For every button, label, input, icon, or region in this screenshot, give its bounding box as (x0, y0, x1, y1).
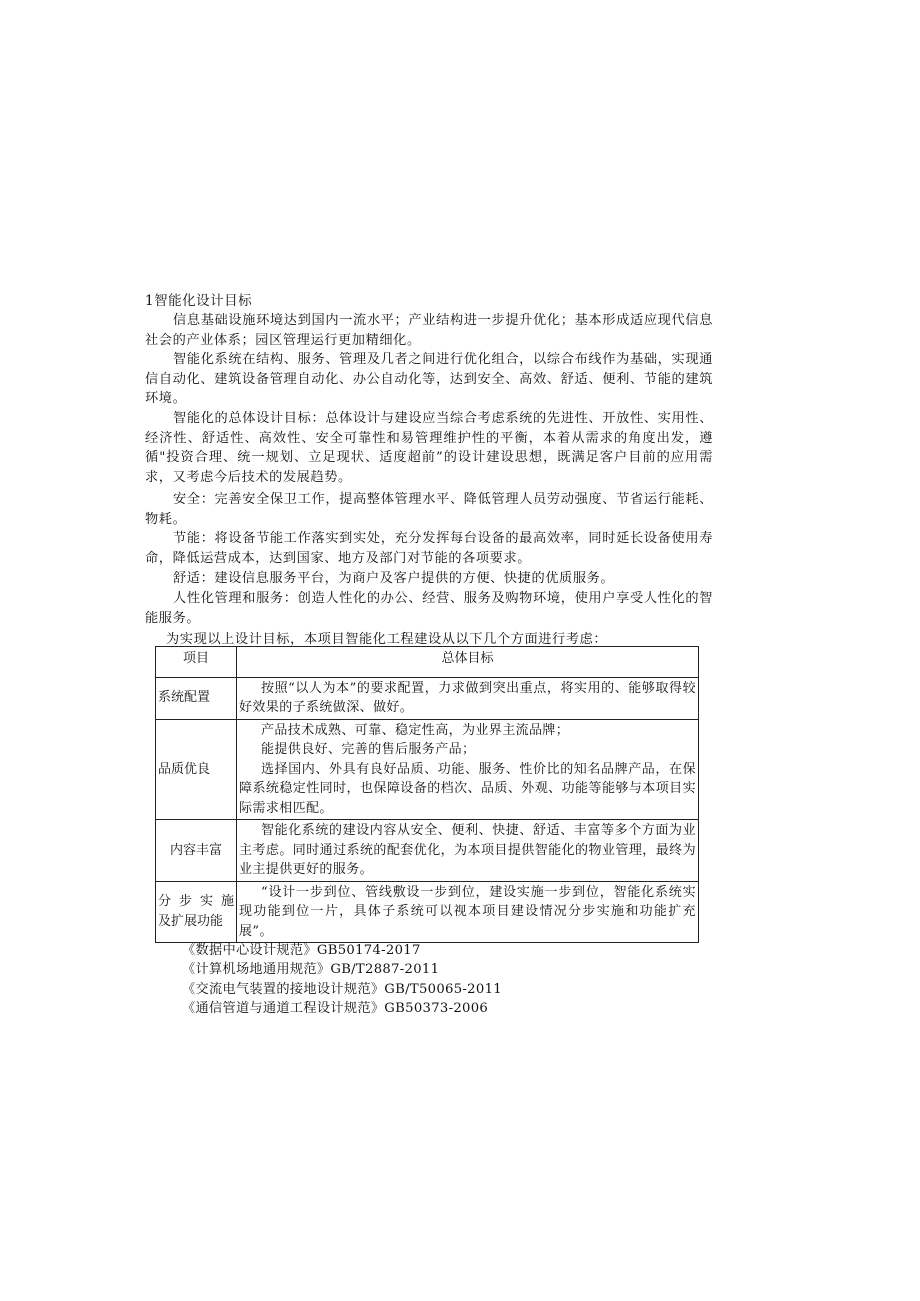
paragraph-safety: 安全：完善安全保卫工作，提高整体管理水平、降低管理人员劳动强度、节省运行能耗、物耗。 (145, 492, 713, 527)
table-row (156, 881, 699, 943)
row-text: 智能化系统的建设内容从安全、便利、快捷、舒适、丰富等多个方面为业主考虑。同时通过系统的配套优化，为本项目提供智能化的物业管理，最终为业主提供更好的服务。 (239, 823, 696, 877)
row-content (237, 881, 699, 943)
table-row (156, 677, 699, 719)
reference-item: 《交流电气装置的接地设计规范》GB/T50065-2011 (182, 981, 502, 997)
row-label: 内容丰富 (156, 820, 237, 882)
row-text: “设计一步到位、管线敷设一步到位，建设实施一步到位，智能化系统实现功能到位一片，具体子系统可以视本项目建设情况分步实施和功能扩充展”。 (239, 884, 696, 939)
row-content (237, 820, 699, 882)
table-row (156, 820, 699, 882)
header-overall-goal: 总体目标 (237, 647, 699, 678)
paragraph-humanized-service: 人性化管理和服务：创造人性化的办公、经营、服务及购物环境，使用户享受人性化的智能服务。 (145, 591, 713, 626)
reference-item: 《计算机场地通用规范》GB/T2887-2011 (182, 962, 440, 978)
paragraph-overall-goal: 智能化的总体设计目标：总体设计与建设应当综合考虑系统的先进性、开放性、实用性、经济性、舒适性、高效性、安全可靠性和易管理维护性的平衡，本着从需求的角度出发，遵循"投资合理、统一规划、立足现状、适度超前”的设计建设思想，既满足客户目前的应用需求，又考虑今后技术的发展趋势。 (145, 411, 713, 485)
row-label: 品质优良 (156, 719, 237, 820)
row-content (237, 719, 699, 820)
reference-item: 《通信管道与通道工程设计规范》GB50373-2006 (182, 1000, 489, 1016)
row-label: 分 步 实 施及扩展功能 (156, 881, 237, 943)
table-intro: 为实现以上设计目标，本项目智能化工程建设从以下几个方面进行考虑： (166, 632, 608, 647)
row-text: 按照“以人为本”的要求配置，力求做到突出重点，将实用的、能够取得较好效果的子系统做深、做好。 (239, 680, 696, 715)
paragraph-system-structure: 智能化系统在结构、服务、管理及几者之间进行优化组合，以综合布线作为基础，实现通信自动化、建筑设备管理自动化、办公自动化等，达到安全、高效、舒适、便利、节能的建筑环境。 (145, 352, 713, 406)
row-content (237, 677, 699, 719)
design-goals-table (155, 646, 699, 943)
row-label: 系统配置 (156, 677, 237, 719)
row-text: 选择国内、外具有良好品质、功能、服务、性价比的知名品牌产品，在保障系统稳定性同时，也保障设备的档次、品质、外观、功能等能够与本项目实际需求相匹配。 (239, 761, 696, 816)
section-heading: 1智能化设计目标 (145, 293, 253, 309)
reference-standards (182, 941, 502, 1018)
paragraph-comfort: 舒适：建设信息服务平台，为商户及客户提供的方便、快捷的优质服务。 (173, 571, 615, 586)
reference-item: 《数据中心设计规范》GB50174-2017 (182, 943, 421, 958)
row-text: 产品技术成熟、可靠、稳定性高，为业界主流品牌； (261, 722, 570, 738)
header-item: 项目 (156, 647, 237, 678)
row-text: 能提供良好、完善的售后服务产品； (261, 742, 476, 757)
paragraph-energy-saving: 节能：将设备节能工作落实到实处，充分发挥每台设备的最高效率，同时延长设备使用寿命，降低运营成本，达到国家、地方及部门对节能的各项要求。 (145, 531, 713, 566)
table-header-row (156, 647, 699, 678)
paragraph-infrastructure: 信息基础设施环境达到国内一流水平；产业结构进一步提升优化；基本形成适应现代信息社会的产业体系；园区管理运行更加精细化。 (145, 313, 713, 348)
table-row (156, 719, 699, 820)
